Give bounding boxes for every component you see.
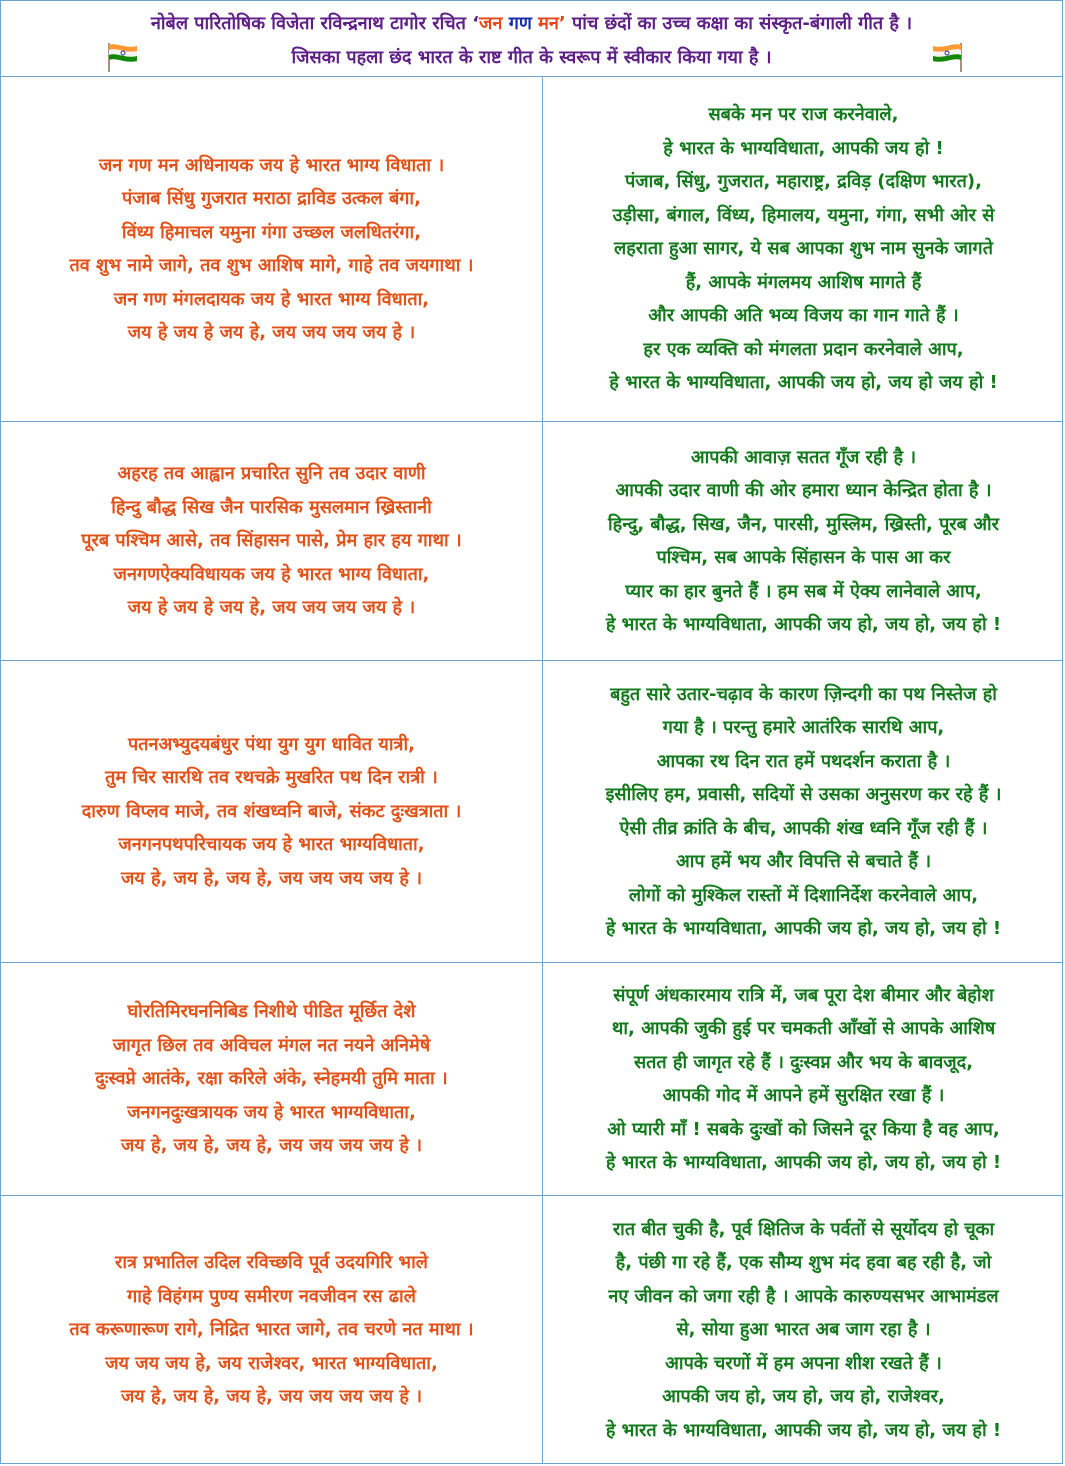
stanza-meaning [543, 661, 1064, 962]
verse-line: दुःस्वप्ने आतंके, रक्षा करिले अंके, स्नेहमयी तुमि माता । [95, 1068, 448, 1090]
verse-line: प्यार का हार बुनते हैं । हम सब में ऐक्य लानेवाले आप, [625, 580, 982, 602]
verse-line: ऐसी तीव्र क्रांति के बीच, आपकी शंख ध्वनि गूँज रही हैं । [619, 817, 988, 839]
verse-line: संपूर्ण अंधकारमाय रात्रि में, जब पूरा देश बीमार और बेहोश [613, 984, 994, 1006]
verse-line: रात बीत चुकी है, पूर्व क्षितिज के पर्वतों से सूर्योदय हो चूका [612, 1218, 995, 1240]
header-line-1-suffix: पांच छंदों का उच्च कक्षा का संस्कृत-बंगाली गीत है । [565, 13, 913, 34]
verse-line: जनगनपथपरिचायक जय हे भारत भाग्यविधाता, [118, 834, 425, 856]
verse-line: गाहे विहंगम पुण्य समीरण नवजीवन रस ढाले [127, 1285, 416, 1307]
verse-line: तुम चिर सारथि तव रथचक्रे मुखरित पथ दिन रात्री । [105, 767, 438, 789]
verse-line: आपका रथ दिन रात हमें पथदर्शन कराता है । [656, 750, 951, 772]
verse-line: पंजाब, सिंधु, गुजरात, महाराष्ट्र, द्रविड़ (दक्षिण भारत), [625, 171, 982, 193]
stanza-meaning [543, 422, 1064, 660]
verse-line: घोरतिमिरघननिबिड निशीथे पीडित मूर्छित देशे [127, 1001, 416, 1023]
stanza-original [1, 77, 543, 421]
verse-line: और आपकी अति भव्य विजय का गान गाते हैं । [648, 305, 959, 327]
stanza-row-3 [1, 661, 1062, 963]
stanza-meaning [543, 963, 1064, 1195]
verse-line: आपकी गोद में आपने हमें सुरक्षित रखा हैं । [662, 1085, 945, 1106]
verse-line: जनगणऐक्यविधायक जय हे भारत भाग्य विधाता, [113, 563, 430, 585]
stanza-original [1, 422, 543, 660]
verse-line: अहरह तव आह्वान प्रचारित सुनि तव उदार वाणी [117, 463, 426, 485]
header-line-1 [1, 11, 1062, 35]
india-flag-icon [931, 41, 965, 73]
verse-line: जय हे जय हे जय हे, जय जय जय जय हे । [127, 597, 416, 619]
stanza-original [1, 1196, 543, 1464]
header-line-1-prefix: नोबेल पारितोषिक विजेता रविन्द्रनाथ टागोर रचित ‘ [150, 13, 480, 34]
stanza-row-1 [1, 77, 1062, 422]
verse-line: उड़ीसा, बंगाल, विंध्य, हिमालय, यमुना, गंगा, सभी ओर से [612, 204, 995, 226]
verse-line: तव शुभ नामे जागे, तव शुभ आशिष मागे, गाहे तव जयगाथा । [69, 255, 474, 276]
stanza-meaning [543, 1196, 1064, 1464]
header-word-jan: जन [479, 13, 503, 34]
verse-line: जन गण मन अधिनायक जय हे भारत भाग्य विधाता । [98, 154, 445, 176]
stanza-meaning [543, 77, 1064, 421]
verse-line: ओ प्यारी माँ ! सबके दुःखों को जिसने दूर किया है वह आप, [607, 1118, 1000, 1140]
header-word-man: मन’ [538, 13, 566, 34]
header-line-2: जिसका पहला छंद भारत के राष्ट गीत के स्वरूप में स्वीकार किया गया है । [291, 47, 772, 68]
verse-line: जय जय जय हे, जय राजेश्वर, भारत भाग्यविधाता, [105, 1352, 438, 1374]
verse-line: जय हे, जय हे, जय हे, जय जय जय जय हे । [120, 1386, 423, 1408]
stanza-original [1, 963, 543, 1195]
verse-line: आपकी जय हो, जय हो, जय हो, राजेश्वर, [662, 1386, 945, 1408]
stanza-row-2 [1, 422, 1062, 661]
verse-line: पश्चिम, सब आपके सिंहासन के पास आ कर [656, 547, 951, 568]
verse-line: सतत ही जागृत रहे हैं । दुःस्वप्न और भय के बावजूद, [633, 1051, 974, 1073]
verse-line: था, आपकी जुकी हुई पर चमकती आँखों से आपके आशिष [611, 1018, 996, 1039]
verse-line: हे भारत के भाग्यविधाता, आपकी जय हो, जय हो जय हो ! [609, 372, 998, 394]
verse-line: हे भारत के भाग्यविधाता, आपकी जय हो ! [663, 137, 944, 159]
verse-line: पतनअभ्युदयबंधुर पंथा युग युग धावित यात्री, [128, 733, 415, 755]
stanza-original [1, 661, 543, 962]
verse-line: लहराता हुआ सागर, ये सब आपका शुभ नाम सुनके जागते [614, 238, 993, 260]
verse-line: हे भारत के भाग्यविधाता, आपकी जय हो, जय हो, जय हो ! [605, 918, 1002, 939]
verse-line: विंध्य हिमाचल यमुना गंगा उच्छल जलधितरंगा, [121, 221, 422, 243]
verse-line: आपकी आवाज़ सतत गूँज रही है । [690, 446, 917, 468]
verse-line: हे भारत के भाग्यविधाता, आपकी जय हो, जय हो, जय हो ! [605, 1152, 1002, 1173]
verse-line: पूरब पश्चिम आसे, तव सिंहासन पासे, प्रेम हार हय गाथा । [81, 530, 462, 552]
verse-line: इसीलिए हम, प्रवासी, सदियों से उसका अनुसरण कर रहे हैं । [605, 784, 1002, 805]
verse-line: जागृत छिल तव अविचल मंगल नत नयने अनिमेषे [112, 1034, 431, 1056]
verse-line: सबके मन पर राज करनेवाले, [708, 104, 899, 126]
verse-line: पंजाब सिंधु गुजरात मराठा द्राविड उत्कल बंगा, [122, 188, 421, 209]
verse-line: बहुत सारे उतार-चढ़ाव के कारण ज़िन्दगी का पथ निस्तेज हो [610, 683, 997, 705]
verse-line: जय हे जय हे जय हे, जय जय जय जय हे । [127, 322, 416, 343]
verse-line: हैं, आपके मंगलमय आशिष मागते हैं [685, 271, 922, 293]
verse-line: हिन्दु, बौद्ध, सिख, जैन, पारसी, मुस्लिम, ख्रिस्ती, पूरब और [607, 513, 999, 535]
stanza-row-5 [1, 1196, 1062, 1464]
verse-line: हर एक व्यक्ति को मंगलता प्रदान करनेवाले आप, [643, 338, 964, 360]
verse-line: से, सोया हुआ भारत अब जाग रहा है । [676, 1319, 931, 1341]
verse-line: है, पंछी गा रहे हैं, एक सौम्य शुभ मंद हवा बह रही है, जो [615, 1252, 992, 1274]
verse-line: तव करूणारूण रागे, निद्रित भारत जागे, तव चरणे नत माथा । [69, 1319, 474, 1341]
header-word-gan: गण [508, 13, 532, 34]
verse-line: हे भारत के भाग्यविधाता, आपकी जय हो, जय हो, जय हो ! [605, 1419, 1002, 1441]
stanza-row-4 [1, 963, 1062, 1196]
verse-line: नए जीवन को जगा रही है । आपके कारुण्यसभर आभामंडल [608, 1285, 999, 1307]
verse-line: गया है । परन्तु हमारे आतंरिक सारथि आप, [662, 717, 945, 738]
verse-line: जनगनदुःखत्रायक जय हे भारत भाग्यविधाता, [127, 1101, 416, 1123]
verse-line: हिन्दु बौद्ध सिख जैन पारसिक मुसलमान ख्रिस्तानी [111, 496, 432, 518]
verse-line: जय हे, जय हे, जय हे, जय जय जय जय हे । [120, 1135, 423, 1157]
verse-line: लोगों को मुश्किल रास्तों में दिशानिर्देश करनेवाले आप, [628, 884, 979, 906]
india-flag-icon [105, 41, 139, 73]
verse-line: आप हमें भय और विपत्ति से बचाते हैं । [675, 851, 932, 872]
header [1, 1, 1062, 77]
verse-line: दारुण विप्लव माजे, तव शंखध्वनि बाजे, संकट दुःखत्राता । [81, 800, 462, 822]
verse-line: जय हे, जय हे, जय हे, जय जय जय जय हे । [120, 867, 423, 889]
verse-line: आपके चरणों में हम अपना शीश रखते हैं । [665, 1352, 942, 1374]
verse-line: रात्र प्रभातिल उदिल रविच्छवि पूर्व उदयगिरि भाले [115, 1252, 428, 1274]
verse-line: जन गण मंगलदायक जय हे भारत भाग्य विधाता, [113, 288, 430, 310]
verse-line: आपकी उदार वाणी की ओर हमारा ध्यान केन्द्रित होता है । [615, 480, 992, 501]
verse-line: हे भारत के भाग्यविधाता, आपकी जय हो, जय हो, जय हो ! [605, 614, 1002, 635]
